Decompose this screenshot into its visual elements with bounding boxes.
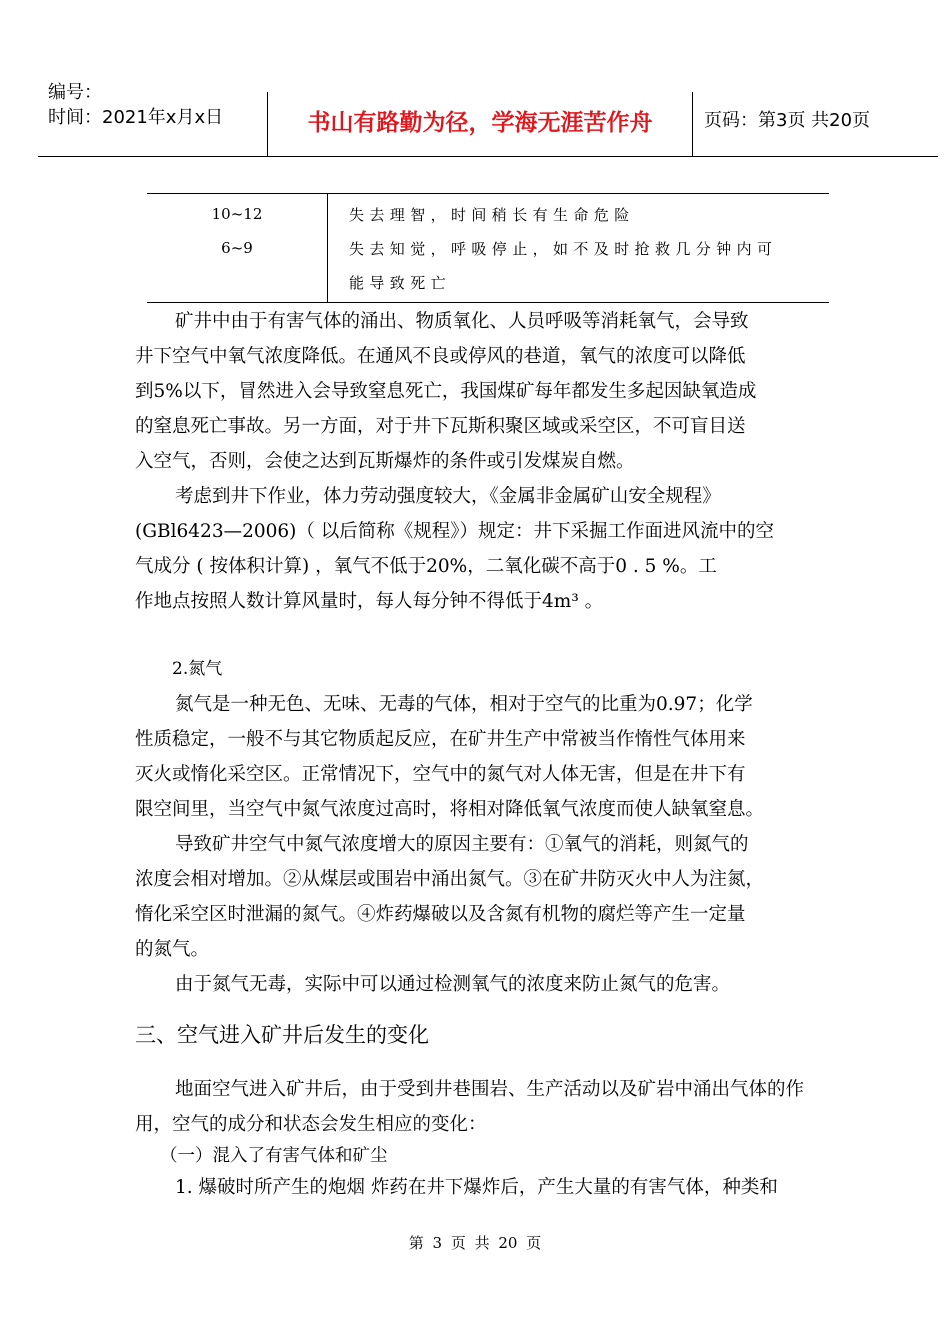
paragraph-nitrogen bbox=[135, 687, 840, 827]
paragraph-regulation bbox=[135, 479, 840, 619]
text-line: 到5%以下，冒然进入会导致窒息死亡，我国煤矿每年都发生多起因缺氧造成 bbox=[135, 381, 757, 402]
table-cell-effect: 失去理智，时间稍长有生命危险 bbox=[349, 206, 635, 224]
table-column-divider bbox=[327, 194, 328, 302]
text-line: 导致矿井空气中氮气浓度增大的原因主要有：①氧气的消耗，则氮气的 bbox=[175, 834, 749, 855]
text-line: (GBl6423—2006)（ 以后简称《规程》）规定：井下采掘工作面进风流中的空 bbox=[135, 521, 775, 542]
page-footer: 第 3 页 共 20 页 bbox=[408, 1234, 542, 1252]
code-label: 编号： bbox=[48, 82, 102, 103]
text-line: 的氮气。 bbox=[135, 939, 210, 960]
paragraph-nitrogen-causes bbox=[135, 827, 840, 967]
text-line: 限空间里，当空气中氮气浓度过高时，将相对降低氧气浓度而使人缺氧窒息。 bbox=[135, 799, 765, 820]
text-line: 灭火或惰化采空区。正常情况下，空气中的氮气对人体无害，但是在井下有 bbox=[135, 764, 746, 785]
header-motto: 书山有路勤为径，学海无涯苦作舟 bbox=[307, 110, 653, 136]
text-line: 用，空气的成分和状态会发生相应的变化： bbox=[135, 1114, 487, 1135]
text-line: 由于氮气无毒，实际中可以通过检测氧气的浓度来防止氮气的危害。 bbox=[175, 974, 731, 995]
text-line: 入空气，否则，会使之达到瓦斯爆炸的条件或引发煤炭自燃。 bbox=[135, 451, 635, 472]
paragraph-nontoxic bbox=[135, 967, 840, 1002]
time-label: 时间：2021年x月x日 bbox=[48, 107, 224, 128]
text-line: 气成分 ( 按体积计算) ，氧气不低于20%，二氧化碳不高于0 . 5 %。工 bbox=[135, 556, 717, 577]
subheading-harmful-gas: （一）混入了有害气体和矿尘 bbox=[160, 1146, 388, 1166]
subheading-nitrogen: 2.氮气 bbox=[172, 659, 223, 679]
header-meta bbox=[48, 80, 223, 130]
paragraph-blasting bbox=[135, 1170, 840, 1205]
table-cell-concentration: 6~9 bbox=[221, 239, 253, 257]
text-line: 井下空气中氧气浓度降低。在通风不良或停风的巷道，氧气的浓度可以降低 bbox=[135, 346, 746, 367]
table-cell-concentration: 10~12 bbox=[211, 205, 263, 223]
text-line: 1. 爆破时所产生的炮烟 炸药在井下爆炸后，产生大量的有害气体，种类和 bbox=[175, 1177, 778, 1198]
text-line: 氮气是一种无色、无味、无毒的气体，相对于空气的比重为0.97；化学 bbox=[175, 694, 753, 715]
header-divider bbox=[692, 92, 693, 156]
text-line: 作地点按照人数计算风量时，每人每分钟不得低于4m³ 。 bbox=[135, 591, 604, 612]
text-line: 性质稳定，一般不与其它物质起反应，在矿井生产中常被当作惰性气体用来 bbox=[135, 729, 746, 750]
oxygen-effects-table bbox=[147, 193, 829, 303]
table-cell-effect: 能导致死亡 bbox=[349, 274, 452, 292]
paragraph-oxygen bbox=[135, 304, 840, 479]
text-line: 考虑到井下作业，体力劳动强度较大，《金属非金属矿山安全规程》 bbox=[175, 486, 721, 507]
text-line: 惰化采空区时泄漏的氮气。④炸药爆破以及含氮有机物的腐烂等产生一定量 bbox=[135, 904, 746, 925]
paragraph-air-changes bbox=[135, 1072, 840, 1142]
section-heading: 三、空气进入矿井后发生的变化 bbox=[135, 1023, 429, 1047]
table-cell-effect: 失去知觉，呼吸停止，如不及时抢救几分钟内可 bbox=[349, 240, 778, 258]
text-line: 浓度会相对增加。②从煤层或围岩中涌出氮气。③在矿井防灭火中人为注氮， bbox=[135, 869, 765, 890]
page-header bbox=[38, 70, 938, 157]
header-page-info: 页码：第3页 共20页 bbox=[704, 110, 871, 131]
text-line: 矿井中由于有害气体的涌出、物质氧化、人员呼吸等消耗氧气，会导致 bbox=[175, 311, 749, 332]
text-line: 的窒息死亡事故。另一方面，对于井下瓦斯积聚区域或采空区，不可盲目送 bbox=[135, 416, 746, 437]
text-line: 地面空气进入矿井后，由于受到井巷围岩、生产活动以及矿岩中涌出气体的作 bbox=[175, 1079, 805, 1100]
